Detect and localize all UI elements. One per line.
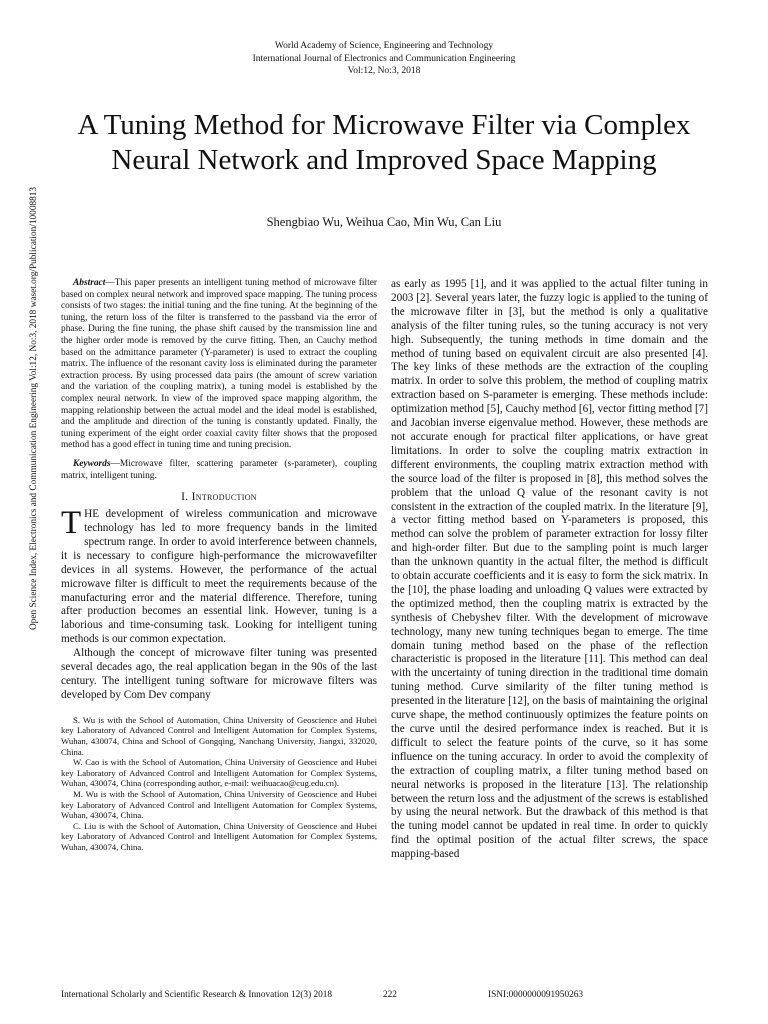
left-column <box>61 278 377 853</box>
intro-paragraph-1 <box>61 505 377 647</box>
keywords <box>61 459 377 482</box>
publisher-line: World Academy of Science, Engineering and Technology <box>274 41 494 51</box>
author-list: Shengbiao Wu, Weihua Cao, Min Wu, Can Liu <box>266 215 502 229</box>
journal-line: International Journal of Electronics and Communication Engineering <box>252 53 516 64</box>
section-number: I. <box>181 491 189 504</box>
dropcap-letter: T <box>61 505 82 542</box>
intro-paragraph-1-text: HE development of wireless communication and microwave technology has led to more frequency bands in the limited spectrum range. In order to avoid interference between channels, it is necessary to configure high-performance the microwavefilter devices in all systems. However, the performance of the actual microwave filter is difficult to meet the requirements because of the manufacturing error and the material difference. Therefore, tuning after production becomes an essential link. However, tuning is a laborious and time-consuming task. Looking for intelligent tuning methods is our common expectation. <box>61 508 377 646</box>
right-column <box>391 278 708 862</box>
section-heading-introduction <box>61 491 377 503</box>
abstract-lead: Abstract <box>73 278 106 288</box>
affiliation-wu: S. Wu is with the School of Automation, China University of Geoscience and Hubei key Laboratory of Advanced Control and Intelligent Automation for Complex Systems, Wuhan, 430074, China and School of Gongqing, Nanchang University, Jiangxi, 332020, China. <box>61 714 377 757</box>
affiliation-liu: C. Liu is with the School of Automation, China University of Geoscience and Hubei key Laboratory of Advanced Control and Intelligent Automation for Complex Systems, Wuhan, 430074, China. <box>61 820 377 852</box>
right-column-paragraph: as early as 1995 [1], and it was applied to the actual filter tuning in 2003 [2]. Several years later, the fuzzy logic is applied to the tuning of the microwave filter in [3], but the method is only a qualitative analysis of the filter tuning rules, so the tuning accuracy is not very high. Subsequently, the tuning methods in time domain and the method of tuning based on equivalent circuit are also presented [4]. The key links of these methods are the extraction of the coupling matrix. In order to solve this problem, the method of coupling matrix extraction based on S-parameter is emerging. These methods include: optimization method [5], Cauchy method [6], vector fitting method [7] and Jacobian inverse eigenvalue method. However, these methods are not accurate enough for practical filter applications, or have great limitations. In order to solve the coupling matrix extraction in different environments, the coupling matrix extraction method with the source load of the filter is proposed in [8], this method solves the problem that the unload Q value of the resonant cavity is not consistent in the extraction of the coupled matrix. In the literature [9], a vector fitting method based on Y-parameters is proposed, this method can solve the problem of parameter extraction for lossy filter and high-order filter. But due to the sampling point is much larger than the unknown quantity in the actual filter, the method is difficult to obtain accurate coefficients and it is easy to form the sick matrix. In the [10], the phase loading and unloading Q values were extracted by the optimized method, then the coupling matrix is extracted by the synthesis of Chebyshev filter. With the development of microwave technology, many new tuning techniques began to emerge. The time domain tuning method based on the phase of the reflection characteristic is proposed in the literature [11]. This method can deal with the uncertainty of tuning direction in the traditional time domain tuning method. Curve similarity of the filter tuning method is presented in the literature [12], on the basis of maintaining the original curve shape, the method continuously optimizes the feature points on the curve until the desired performance index is reached. But it is difficult to select the feature points of the curve, so it has some influence on the tuning accuracy. In order to avoid the complexity of the extraction of coupling matrix, a filter tuning method based on neural networks is proposed in the literature [13]. The relationship between the return loss and the adjustment of the screws is established by using the neural network. But the drawback of this method is that the tuning model cannot be updated in real time. In order to quickly find the optimal position of the actual filter screws, the space mapping-based <box>391 278 708 861</box>
volume-line: Vol:12, No:3, 2018 <box>347 66 421 76</box>
section-title: Introduction <box>191 491 257 504</box>
journal-header <box>0 40 768 78</box>
keywords-text: —Microwave filter, scattering parameter (s-parameter), coupling matrix, intelligent tuning. <box>61 458 377 481</box>
intro-paragraph-2: Although the concept of microwave filter tuning was presented several decades ago, the real application began in the 90s of the last century. The intelligent tuning software for microwave filters was developed by Com Dev company <box>61 647 377 701</box>
abstract-text: —This paper presents an intelligent tuning method of microwave filter based on complex neural network and improved space mapping. The tuning process consists of two stages: the initial tuning and the fine tuning. At the beginning of the tuning, the return loss of the filter is transferred to the passband via the error of phase. During the fine tuning, the phase shift caused by the transmission line and the higher order mode is removed by the curve fitting. Then, an Cauchy method based on the admittance parameter (Y-parameter) is used to extract the coupling matrix. The influence of the resonant cavity loss is eliminated during the parameter extraction process. By using processed data pairs (the amount of screw variation and the variation of the coupling matrix), a tuning model is established by the complex neural network. In view of the improved space mapping algorithm, the mapping relationship between the actual model and the ideal model is established, and the amplitude and direction of the tuning is constantly updated. Finally, the tuning experiment of the eight order coaxial cavity filter shows that the proposed method has a good effect in tuning time and tuning precision. <box>61 278 377 451</box>
abstract <box>61 278 377 452</box>
page-number: 222 <box>383 990 397 1000</box>
side-publication-note: Open Science Index, Electronics and Communication Engineering Vol:12, No:3, 2018 waset.org/Publication/10008813 <box>29 186 39 630</box>
paper-title: A Tuning Method for Microwave Filter via Complex Neural Network and Improved Space Mapping <box>77 109 691 176</box>
affiliation-min-wu: M. Wu is with the School of Automation, China University of Geoscience and Hubei key Laboratory of Advanced Control and Intelligent Automation for Complex Systems, Wuhan, 430074, China. <box>61 788 377 821</box>
footer-isni: ISNI:0000000091950263 <box>488 990 584 1000</box>
affiliation-cao: W. Cao is with the School of Automation, China University of Geoscience and Hubei key Laboratory of Advanced Control and Intelligent Automation for Complex Systems, Wuhan, 430074, China (corresponding author, e-mail: weihuacao@cug.edu.cn). <box>61 757 377 789</box>
footer-journal: International Scholarly and Scientific Research & Innovation 12(3) 2018 <box>61 990 333 1000</box>
keywords-lead: Keywords <box>73 458 111 469</box>
affiliations <box>61 715 377 853</box>
